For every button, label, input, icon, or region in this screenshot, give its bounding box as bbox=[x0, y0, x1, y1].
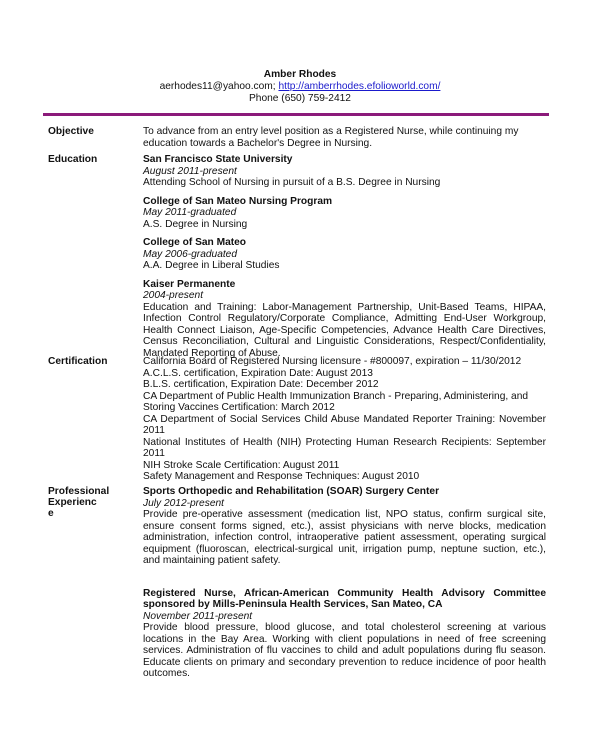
cert-line: CA Department of Public Health Immunization Branch - Preparing, Administering, and Storing Vaccines Certification: March 2012 bbox=[143, 390, 529, 413]
school-detail: Education and Training: Labor-Management Partnership, Unit-Based Teams, HIPAA, Infection Control Regulatory/Corporate Compliance, Admitting End-User Workgroup, Health Connect Liaison, Age-Specific Competencies, Advance Health Care Directives, Census Reconciliation, Cultural and Linguistic Considerations, Respect/Confidentiality, Mandated Reporting of Abuse. bbox=[143, 301, 546, 359]
objective-label: Objective bbox=[48, 126, 94, 137]
certification-label: Certification bbox=[48, 356, 108, 367]
experience-label bbox=[48, 486, 128, 519]
education-entry bbox=[143, 279, 546, 360]
education-entry bbox=[143, 237, 546, 272]
cert-line: CA Department of Social Services Child Abuse Mandated Reporter Training: November 2011 bbox=[143, 413, 546, 436]
website-link[interactable]: http://amberrhodes.efolioworld.com/ bbox=[278, 81, 441, 92]
job-title: Registered Nurse, African-American Community Health Advisory Committee sponsored by Mills-Peninsula Health Services, San Mateo, CA bbox=[143, 587, 546, 610]
contact-line bbox=[0, 81, 600, 93]
education-label: Education bbox=[48, 154, 98, 165]
experience-entry bbox=[143, 486, 546, 567]
experience-label-line: Professional bbox=[48, 486, 110, 497]
experience-label-line: e bbox=[48, 508, 54, 519]
school-dates: August 2011-present bbox=[143, 165, 237, 177]
job-dates: November 2011-present bbox=[143, 610, 253, 622]
school-dates: May 2011-graduated bbox=[143, 207, 237, 218]
school-name: College of San Mateo Nursing Program bbox=[143, 195, 333, 207]
objective-section bbox=[143, 126, 546, 149]
job-description: Provide pre-operative assessment (medication list, NPO status, confirm surgical site, ensure consent forms signed, etc.), assist physicians with nerve blocks, medication administration, infection control, intraoperative patient assessment, operating surgical equipment (fluoroscan, electrical-surgical unit, irrigation pump, neptune suction, etc.), and maintaining patient safety. bbox=[143, 509, 546, 566]
header-divider bbox=[43, 113, 549, 116]
experience-section bbox=[143, 486, 546, 680]
school-dates: May 2006-graduated bbox=[143, 248, 238, 260]
school-name: Kaiser Permanente bbox=[143, 278, 236, 290]
job-title: Sports Orthopedic and Rehabilitation (SOAR) Surgery Center bbox=[143, 486, 440, 497]
objective-text: To advance from an entry level position as a Registered Nurse, while continuing my education towards a Bachelor's Degree in Nursing. bbox=[143, 126, 519, 149]
cert-line: National Institutes of Health (NIH) Protecting Human Research Recipients: September 2011 bbox=[143, 436, 546, 459]
experience-label-line: Experienc bbox=[48, 497, 97, 508]
job-description: Provide blood pressure, blood glucose, and total cholesterol screening at various locations in the Bay Area. Working with client populations in need of free screening services. Administration of flu vaccines to child and adult populations during flu season. Educate clients on primary and secondary prevention to reduce incidence of poor health outcomes. bbox=[143, 622, 546, 679]
school-detail: A.A. Degree in Liberal Studies bbox=[143, 260, 280, 271]
cert-line: Safety Management and Response Techniques: August 2010 bbox=[143, 471, 420, 482]
cert-line: NIH Stroke Scale Certification: August 2011 bbox=[143, 459, 340, 471]
resume-header bbox=[0, 69, 600, 105]
cert-line: A.C.L.S. certification, Expiration Date: August 2013 bbox=[143, 367, 373, 379]
experience-entry bbox=[143, 588, 546, 680]
education-entry bbox=[143, 196, 546, 231]
education-section bbox=[143, 154, 546, 366]
school-name: College of San Mateo bbox=[143, 237, 247, 248]
job-dates: July 2012-present bbox=[143, 497, 224, 509]
email-text: aerhodes11@yahoo.com; bbox=[159, 81, 276, 92]
cert-line: B.L.S. certification, Expiration Date: December 2012 bbox=[143, 379, 379, 390]
certification-section bbox=[143, 356, 546, 483]
cert-line: California Board of Registered Nursing licensure - #800097, expiration – 11/30/2012 bbox=[143, 356, 522, 367]
school-detail: A.S. Degree in Nursing bbox=[143, 218, 248, 230]
school-dates: 2004-present bbox=[143, 290, 204, 301]
candidate-name: Amber Rhodes bbox=[263, 69, 337, 80]
school-detail: Attending School of Nursing in pursuit of a B.S. Degree in Nursing bbox=[143, 177, 441, 188]
phone-text: Phone (650) 759-2412 bbox=[249, 93, 351, 104]
school-name: San Francisco State University bbox=[143, 154, 293, 165]
education-entry bbox=[143, 154, 546, 189]
